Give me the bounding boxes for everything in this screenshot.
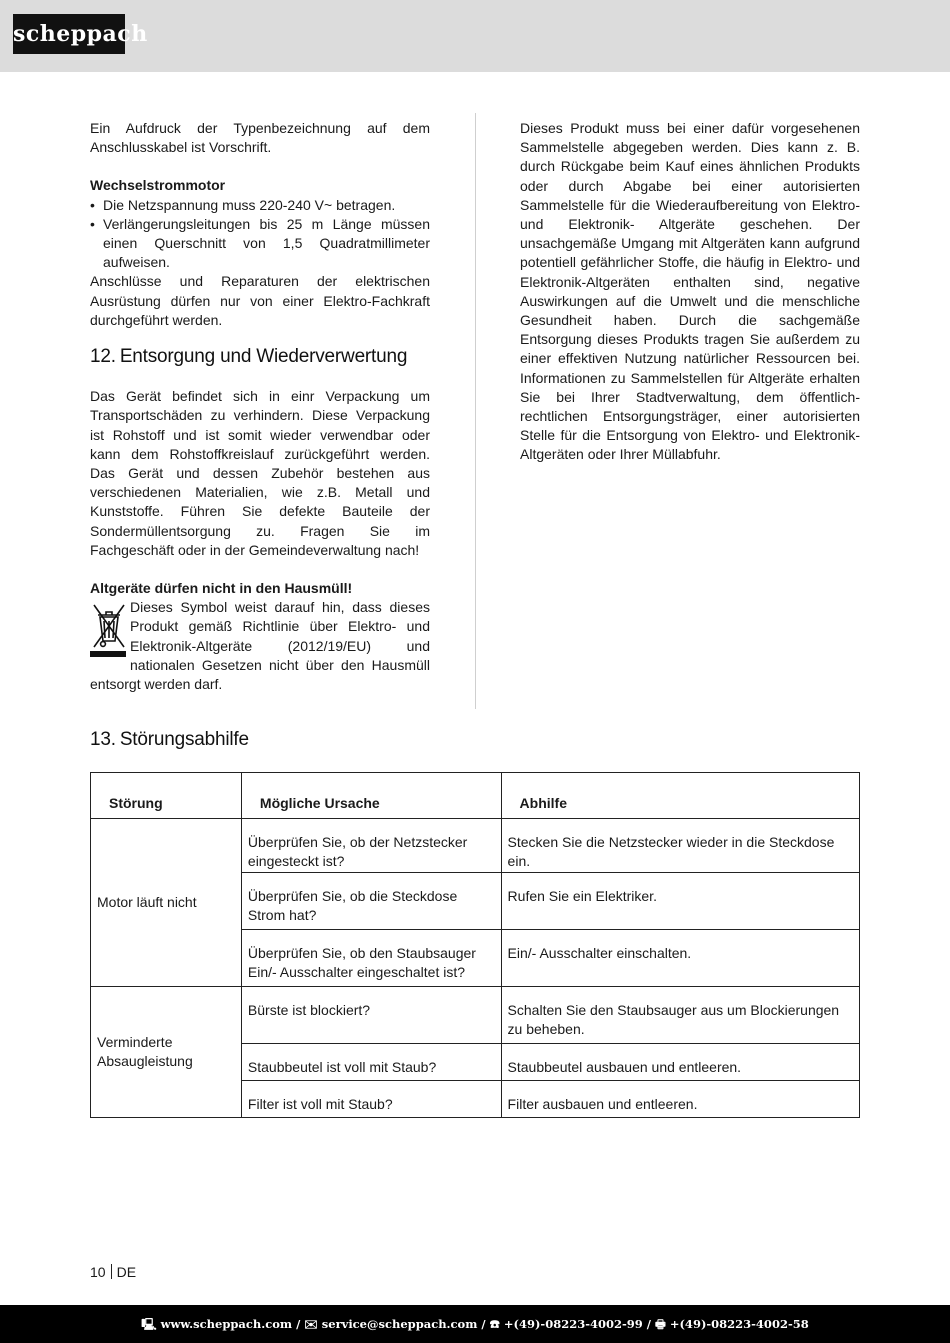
fault-cell: Motor läuft nicht	[91, 819, 242, 987]
fax-number: +(49)-08223-4002-58	[669, 1317, 809, 1331]
table-row	[91, 819, 860, 873]
motor-heading: Wechselstrommotor	[90, 177, 226, 194]
cause-cell: Überprüfen Sie, ob den Staubsauger Ein/- Ausschalter eingeschaltet ist?	[241, 930, 501, 987]
weee-text: Dieses Symbol weist darauf hin, dass dieses Produkt gemäß Richtlinie über Elektro- und Elektronik-Altgeräte (2012/19/EU) und nationalen Gesetzen nicht über den Hausmüll entsorgt werden darf.	[90, 599, 430, 693]
remedy-cell: Rufen Sie ein Elektriker.	[501, 873, 859, 930]
motor-bullet-list	[90, 196, 430, 273]
page-number: 10 DE	[90, 1264, 137, 1280]
envelope-icon: ✉	[304, 1317, 318, 1331]
section-12-heading: 12. Entsorgung und Wiederverwertung	[90, 346, 408, 368]
cause-cell: Überprüfen Sie, ob der Netzstecker eingesteckt ist?	[241, 819, 501, 873]
cause-cell: Bürste ist blockiert?	[241, 987, 501, 1044]
packaging-paragraph: Das Gerät befindet sich in einr Verpackung um Transportschäden zu verhindern. Diese Verpackung ist Rohstoff und ist somit wieder verwendbar oder kann dem Rohstoffkreislauf zurückgeführt werden. Das Gerät und dessen Zubehör bestehen aus verschiedenen Materialien, wie z.B. Metall und Kunststoffe. Führen Sie defekte Bauteile der Sondermüllentsorgung zu. Fragen Sie im Fachgeschäft oder in der Gemeindeverwaltung nach!	[90, 388, 430, 558]
website-link[interactable]: www.scheppach.com	[160, 1317, 293, 1331]
phone-icon: ☎	[489, 1317, 500, 1331]
column-header-remedy: Abhilfe	[501, 773, 859, 819]
column-header-cause: Mögliche Ursache	[241, 773, 501, 819]
computer-icon: 🖳	[141, 1317, 157, 1331]
remedy-cell: Stecken Sie die Netzstecker wieder in die Steckdose ein.	[501, 819, 859, 873]
cable-marking-note: Ein Aufdruck der Typenbezeichnung auf dem Anschlusskabel ist Vorschrift.	[90, 120, 430, 156]
contact-footer: 🖳 www.scheppach.com / ✉ service@scheppach.com / ☎ +(49)-08223-4002-99 / 🖶 +(49)-08223-4002-58	[0, 1305, 950, 1343]
list-item: • Die Netzspannung muss 220-240 V~ betragen.	[90, 196, 430, 215]
disposal-paragraph: Dieses Produkt muss bei einer dafür vorgesehenen Sammelstelle abgegeben werden. Dies kann z. B. durch Rückgabe beim Kauf eines ähnlichen Produkts oder durch Abgabe bei einer autorisierten Sammelstelle für die Wiederaufbereitung von Elektro- und Elektronik- Altgeräte geschehen. Der unsachgemäße Umgang mit Altgeräten kann aufgrund potentiell gefährlicher Stoffe, die häufig in Elektro- und Elektronik-Altgeräten enthalten sind, negative Auswirkungen auf die Umwelt und die menschliche Gesundheit haben. Durch die sachgemäße Entsorgung dieses Produkts tragen Sie außerdem zu einer effektiven Nutzung natürlicher Ressourcen bei. Informationen zu Sammelstellen für Altgeräte erhalten Sie bei Ihrer Stadtverwaltung, dem öffentlich-rechtlichen Entsorgungsträger, einer autorisierten Stelle für die Entsorgung von Elektro- und Elektronik-Altgeräten oder Ihrer Müllabfuhr.	[520, 120, 860, 463]
cause-cell: Überprüfen Sie, ob die Steckdose Strom hat?	[241, 873, 501, 930]
remedy-cell: Ein/- Ausschalter einschalten.	[501, 930, 859, 987]
connections-note: Anschlüsse und Reparaturen der elektrischen Ausrüstung dürfen nur von einer Elektro-Fachkraft durchgeführt werden.	[90, 273, 430, 328]
cause-cell: Staubbeutel ist voll mit Staub?	[241, 1044, 501, 1081]
crossed-out-wheelie-bin-icon	[90, 601, 128, 661]
right-column	[520, 119, 860, 465]
section-13-heading: 13. Störungsabhilfe	[90, 729, 249, 750]
phone-number: +(49)-08223-4002-99	[503, 1317, 643, 1331]
table-row	[91, 987, 860, 1044]
fault-cell: Verminderte Absaugleistung	[91, 987, 242, 1118]
remedy-cell: Staubbeutel ausbauen und entleeren.	[501, 1044, 859, 1081]
column-header-fault: Störung	[91, 773, 242, 819]
troubleshooting-table	[90, 772, 860, 1118]
email-link[interactable]: service@scheppach.com	[321, 1317, 478, 1331]
left-column	[90, 119, 430, 694]
list-item: • Verlängerungsleitungen bis 25 m Länge müssen einen Querschnitt von 1,5 Quadratmillimeter aufweisen.	[90, 215, 430, 273]
weee-notice	[90, 598, 430, 694]
scheppach-logo: scheppach	[13, 14, 125, 54]
page-header	[0, 0, 950, 72]
weee-heading: Altgeräte dürfen nicht in den Hausmüll!	[90, 580, 353, 597]
fax-icon: 🖶	[654, 1317, 666, 1331]
column-divider	[475, 113, 476, 709]
table-header-row	[91, 773, 860, 819]
remedy-cell: Schalten Sie den Staubsauger aus um Blockierungen zu beheben.	[501, 987, 859, 1044]
cause-cell: Filter ist voll mit Staub?	[241, 1081, 501, 1118]
remedy-cell: Filter ausbauen und entleeren.	[501, 1081, 859, 1118]
